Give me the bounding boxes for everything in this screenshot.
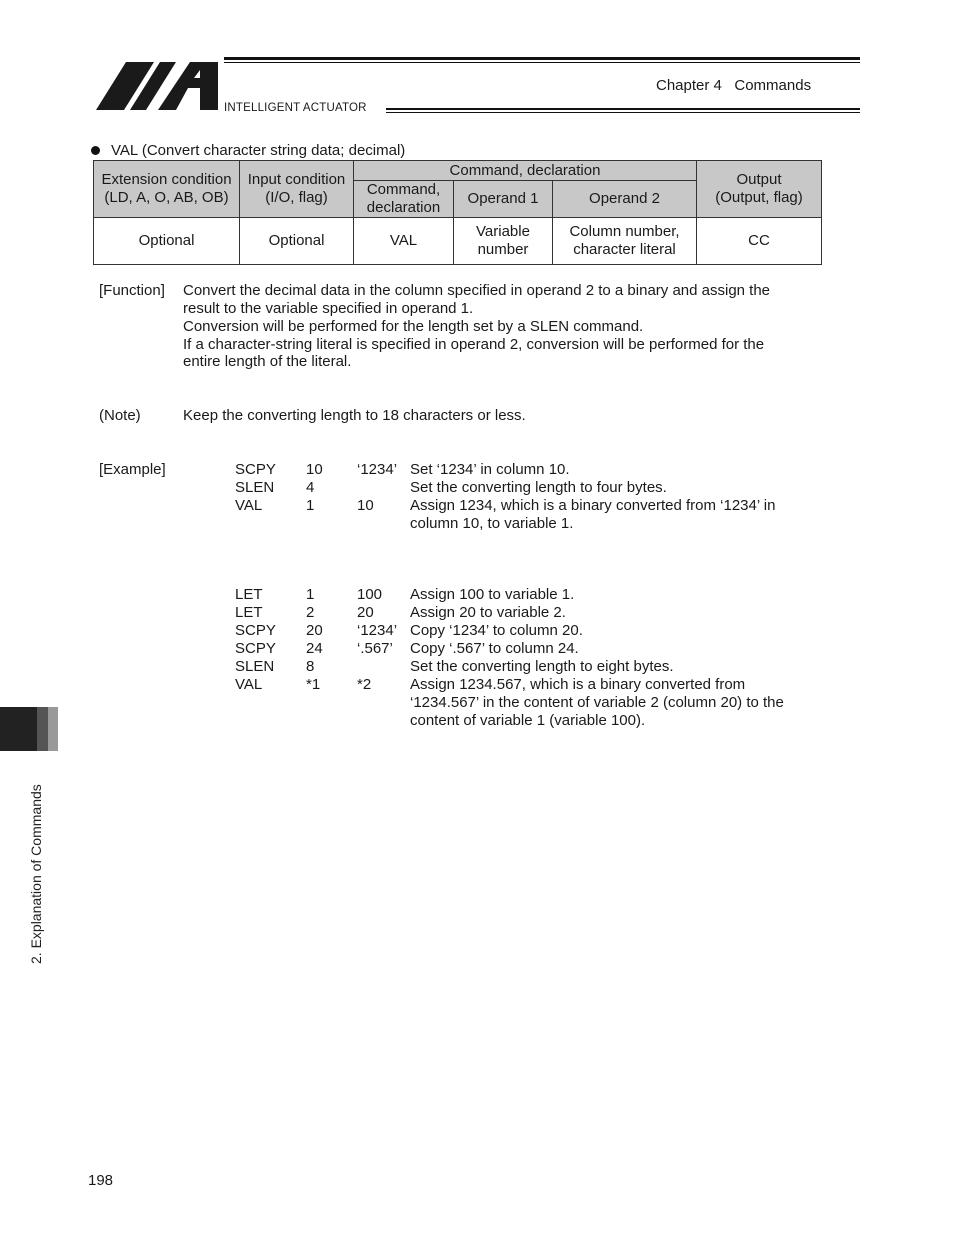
example-cmd: SCPY: [235, 622, 276, 639]
example-op1: 4: [306, 479, 315, 496]
section-tab-marker-mid: [37, 707, 48, 751]
example-op2: ‘1234’: [357, 622, 398, 639]
example-op2: 10: [357, 497, 374, 514]
output-header: Output (Output, flag): [697, 161, 822, 218]
example-cmd: SLEN: [235, 479, 275, 496]
example-cmd: SLEN: [235, 658, 275, 675]
example-desc: Set the converting length to four bytes.: [410, 479, 667, 496]
example-desc: Assign 1234, which is a binary converted from ‘1234’ in: [410, 497, 776, 514]
example-op2: 100: [357, 586, 383, 603]
example-desc: Set ‘1234’ in column 10.: [410, 461, 570, 478]
example-op2: ‘1234’: [357, 461, 398, 478]
example-cmd: SCPY: [235, 640, 276, 657]
ext-condition-value: Optional: [94, 218, 240, 265]
section-tab-marker: [0, 707, 37, 751]
brand-name: INTELLIGENT ACTUATOR: [224, 102, 367, 114]
header-rule-bottom-thin: [386, 112, 860, 113]
example-desc: Assign 20 to variable 2.: [410, 604, 566, 621]
example-desc: ‘1234.567’ in the content of variable 2 (column 20) to the: [410, 694, 784, 711]
example-desc: Copy ‘.567’ to column 24.: [410, 640, 579, 657]
operand1-header: Operand 1: [454, 181, 553, 218]
example-op2: *2: [357, 676, 372, 693]
example-cmd: LET: [235, 586, 263, 603]
side-section-label: 2. Explanation of Commands: [28, 784, 44, 964]
input-condition-value: Optional: [240, 218, 354, 265]
example-op1: 1: [306, 497, 315, 514]
example-op1: 1: [306, 586, 315, 603]
example-label: [Example]: [99, 461, 166, 478]
example-cmd: VAL: [235, 497, 263, 514]
example-desc: Set the converting length to eight bytes.: [410, 658, 674, 675]
example-op1: 20: [306, 622, 323, 639]
example-op2: 20: [357, 604, 374, 621]
input-condition-header: Input condition (I/O, flag): [240, 161, 354, 218]
page-number: 198: [88, 1172, 114, 1189]
example-op1: *1: [306, 676, 321, 693]
note-label: (Note): [99, 407, 141, 424]
function-label: [Function]: [99, 282, 165, 299]
example-cmd: VAL: [235, 676, 263, 693]
function-line: entire length of the literal.: [183, 353, 352, 370]
function-line: Convert the decimal data in the column specified in operand 2 to a binary and assign the: [183, 282, 771, 299]
header-rule-bottom: [386, 108, 860, 110]
command-declaration-header: Command, declaration: [354, 181, 454, 218]
output-value: CC: [697, 218, 822, 265]
bullet-icon: [91, 146, 100, 155]
example-desc: column 10, to variable 1.: [410, 515, 574, 532]
command-table: [93, 160, 822, 265]
section-heading: VAL (Convert character string data; decimal): [111, 142, 406, 159]
ext-condition-header: Extension condition (LD, A, O, AB, OB): [94, 161, 240, 218]
chapter-title: Chapter 4 Commands: [656, 77, 812, 94]
example-desc: Assign 1234.567, which is a binary converted from: [410, 676, 746, 693]
operand1-value: Variable number: [454, 218, 553, 265]
function-line: result to the variable specified in operand 1.: [183, 300, 474, 317]
iai-logo-icon: [96, 60, 220, 112]
header-rule-top: [224, 57, 860, 60]
example-op1: 8: [306, 658, 315, 675]
operand2-header: Operand 2: [553, 181, 697, 218]
function-line: If a character-string literal is specified in operand 2, conversion will be performed for the: [183, 336, 765, 353]
command-declaration-group-header: Command, declaration: [354, 161, 697, 181]
section-tab-marker-light: [48, 707, 58, 751]
note-text: Keep the converting length to 18 characters or less.: [183, 407, 526, 424]
header-rule-top-thin: [224, 62, 860, 63]
command-value: VAL: [354, 218, 454, 265]
example-cmd: SCPY: [235, 461, 276, 478]
example-desc: content of variable 1 (variable 100).: [410, 712, 646, 729]
function-line: Conversion will be performed for the length set by a SLEN command.: [183, 318, 644, 335]
example-op1: 24: [306, 640, 323, 657]
example-cmd: LET: [235, 604, 263, 621]
operand2-value: Column number, character literal: [553, 218, 697, 265]
example-op2: ‘.567’: [357, 640, 393, 657]
example-op1: 10: [306, 461, 323, 478]
example-op1: 2: [306, 604, 315, 621]
example-desc: Copy ‘1234’ to column 20.: [410, 622, 583, 639]
example-desc: Assign 100 to variable 1.: [410, 586, 575, 603]
